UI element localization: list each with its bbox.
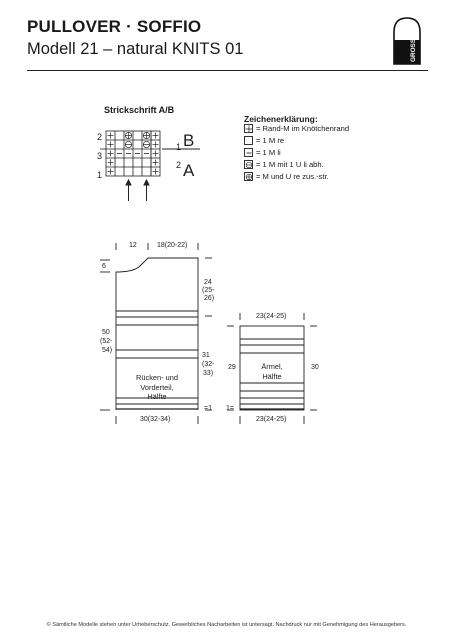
dim-sleeve-left-height: 29 [228, 364, 236, 371]
dim-total-length: (52- [100, 338, 113, 345]
dim-armhole: (25- [202, 287, 215, 294]
sleeve-piece-name: Ärmel, Hälfte [261, 362, 283, 381]
dim-sleeve-top-width: 23(24-25) [256, 313, 287, 320]
svg-text:GROSSA: GROSSA [410, 34, 417, 62]
chart-heading: Strickschrift A/B [104, 105, 175, 115]
legend-text: = 1 M re [256, 136, 285, 145]
chart-label-a: A [183, 161, 195, 180]
legend-heading: Zeichenerklärung: [244, 114, 318, 124]
row-number-left: 1 [97, 170, 103, 180]
dim-neck-depth: 6 [102, 263, 106, 270]
svg-text:LANA: LANA [398, 43, 404, 60]
dim-body-top-shoulder: 12 [129, 242, 137, 249]
body-piece-name: Rücken- und Vorderteil, Hälfte [136, 373, 178, 401]
page-title: PULLOVER · SOFFIO [27, 17, 202, 36]
dim-armhole: 24 [204, 279, 212, 286]
dim-body-bottom-width: 30(32-34) [140, 416, 171, 423]
dim-total-length: 54) [102, 347, 113, 354]
legend-text: = 1 M mit 1 U li abh. [256, 160, 324, 169]
dim-armhole: 26) [204, 295, 215, 302]
row-number-left: 3 [97, 151, 103, 161]
dim-side-length: 31 [202, 352, 210, 359]
sleeve-hem: 1= [226, 405, 234, 412]
row-number-left: 2 [97, 132, 103, 142]
dim-sleeve-bottom-width: 23(24-25) [256, 416, 287, 423]
page-subtitle: Modell 21 – natural KNITS 01 [27, 40, 244, 58]
legend-text: = Rand-M im Knötchenrand [256, 124, 350, 133]
dim-side-length: (32- [202, 361, 215, 368]
dim-side-length: 33) [203, 370, 214, 377]
body-hem: =1 [204, 405, 212, 412]
dim-total-length: 50 [102, 329, 110, 336]
legend-text: = M und U re zus.-str. [256, 172, 329, 181]
dim-sleeve-right-height: 30 [311, 364, 319, 371]
dim-body-top-width: 18(20-22) [157, 242, 188, 249]
row-number-right: 1 [176, 142, 182, 152]
chart-label-b: B [183, 131, 195, 150]
legend-text: = 1 M li [256, 148, 281, 157]
row-number-right: 2 [176, 160, 182, 170]
copyright-footer: © Sämtliche Modelle stehen unter Urheberschutz. Gewerbliches Nacharbeiten ist untersagt. Nachdruck nur mit Genehmigung des Herausgebers. [46, 622, 407, 628]
